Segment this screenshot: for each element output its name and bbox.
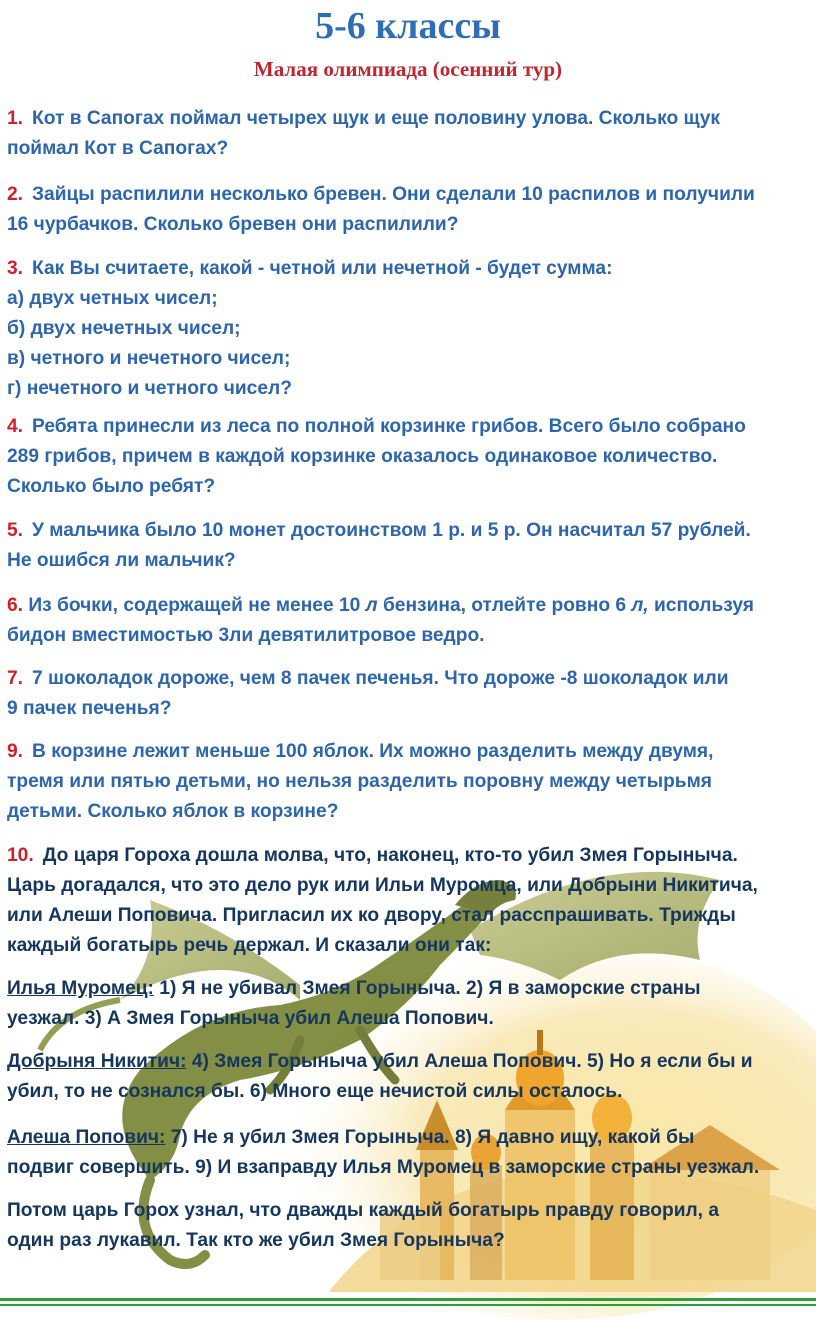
speaker-name: Добрыня Никитич: xyxy=(7,1051,187,1072)
problem-3 xyxy=(7,254,816,404)
problem-number: 3. xyxy=(7,258,24,279)
problem-text: В корзине лежит меньше 100 яблок. Их можно разделить между двумя, xyxy=(32,741,714,762)
bottom-rule xyxy=(0,1304,816,1306)
statement-ilya xyxy=(7,974,816,1034)
problem-1 xyxy=(7,104,816,164)
statement-text: уезжал. 3) А Змея Горыныча убил Алеша Попович. xyxy=(7,1008,494,1029)
problem-2 xyxy=(7,180,816,240)
problem-6 xyxy=(7,591,816,651)
problem-option: а) двух четных чисел; xyxy=(7,288,218,309)
problem-text: используя xyxy=(648,595,754,616)
problem-text: или Алеши Поповича. Пригласил их ко двору, стал расспрашивать. Трижды xyxy=(7,905,736,926)
problem-text: До царя Гороха дошла молва, что, наконец, кто-то убил Змея Горыныча. xyxy=(42,845,738,866)
problem-text: Из бочки, содержащей не менее 10 xyxy=(28,595,366,616)
problem-5 xyxy=(7,516,816,576)
problem-number: 4. xyxy=(7,416,24,437)
problem-text: детьми. Сколько яблок в корзине? xyxy=(7,801,339,822)
problem-text: У мальчика было 10 монет достоинством 1 р. и 5 р. Он насчитал 57 рублей. xyxy=(32,520,751,541)
problem-text: 9 пачек печенья? xyxy=(7,698,172,719)
problem-number: 5. xyxy=(7,520,24,541)
problem-text: бензина, отлейте ровно 6 xyxy=(377,595,632,616)
statement-text: подвиг совершить. 9) И взаправду Илья Муромец в заморские страны уезжал. xyxy=(7,1157,760,1178)
problem-4 xyxy=(7,412,816,502)
problem-number: 2. xyxy=(7,184,24,205)
problem-option: б) двух нечетных чисел; xyxy=(7,318,241,339)
statement-alesha xyxy=(7,1123,816,1183)
statement-text: 1) Я не убивал Змея Горыныча. 2) Я в заморские страны xyxy=(153,978,701,999)
page-subtitle: Малая олимпиада (осенний тур) xyxy=(253,57,563,81)
problem-text: Как Вы считаете, какой - четной или нечетной - будет сумма: xyxy=(32,258,613,279)
statement-text: 4) Змея Горыныча убил Алеша Попович. 5) Но я если бы и xyxy=(186,1051,753,1072)
problem-number: 10. xyxy=(7,845,34,866)
statement-dobrynya xyxy=(7,1047,816,1107)
problem-text: поймал Кот в Сапогах? xyxy=(7,138,229,159)
problem-text: Ребята принесли из леса по полной корзинке грибов. Всего было собрано xyxy=(32,416,746,437)
problem-number: 1. xyxy=(7,108,24,129)
problem-text: 7 шоколадок дороже, чем 8 пачек печенья. Что дороже -8 шоколадок или xyxy=(32,668,729,689)
problem-text: каждый богатырь речь держал. И сказали они так: xyxy=(7,935,492,956)
problem-text: Не ошибся ли мальчик? xyxy=(7,550,236,571)
speaker-name: Илья Муромец: xyxy=(7,978,154,999)
problem-number: 7. xyxy=(7,668,24,689)
conclusion-text: один раз лукавил. Так кто же убил Змея Горыныча? xyxy=(7,1230,505,1251)
statement-text: 7) Не я убил Змея Горыныча. 8) Я давно ищу, какой бы xyxy=(165,1127,695,1148)
unit-liter: л, xyxy=(631,595,649,616)
problem-text: 16 чурбачков. Сколько бревен они распилили? xyxy=(7,214,459,235)
problem-text: Зайцы распилили несколько бревен. Они сделали 10 распилов и получили xyxy=(32,184,755,205)
problem-text: Царь догадался, что это дело рук или Ильи Муромца, или Добрыни Никитича, xyxy=(7,875,758,896)
problem-text: бидон вместимостью 3ли девятилитровое ведро. xyxy=(7,625,485,646)
problem-option: г) нечетного и четного чисел? xyxy=(7,378,292,399)
problem-9 xyxy=(7,737,816,827)
problem-option: в) четного и нечетного чисел; xyxy=(7,348,291,369)
bottom-rule xyxy=(0,1298,816,1301)
problem-number: 6. xyxy=(7,595,24,616)
problem-text: Сколько было ребят? xyxy=(7,476,216,497)
problem-text: 289 грибов, причем в каждой корзинке оказалось одинаковое количество. xyxy=(7,446,718,467)
unit-liter: л xyxy=(365,595,378,616)
conclusion xyxy=(7,1196,816,1256)
conclusion-text: Потом царь Горох узнал, что дважды каждый богатырь правду говорил, а xyxy=(7,1200,720,1221)
problem-text: Кот в Сапогах поймал четырех щук и еще половину улова. Сколько щук xyxy=(32,108,720,129)
page-title: 5-6 классы xyxy=(315,5,501,47)
problem-number: 9. xyxy=(7,741,24,762)
problem-10 xyxy=(7,841,816,961)
problem-text: тремя или пятью детьми, но нельзя разделить поровну между четырьмя xyxy=(7,771,712,792)
statement-text: убил, то не сознался бы. 6) Много еще нечистой силы осталось. xyxy=(7,1081,623,1102)
problem-7 xyxy=(7,664,816,724)
speaker-name: Алеша Попович: xyxy=(7,1127,166,1148)
